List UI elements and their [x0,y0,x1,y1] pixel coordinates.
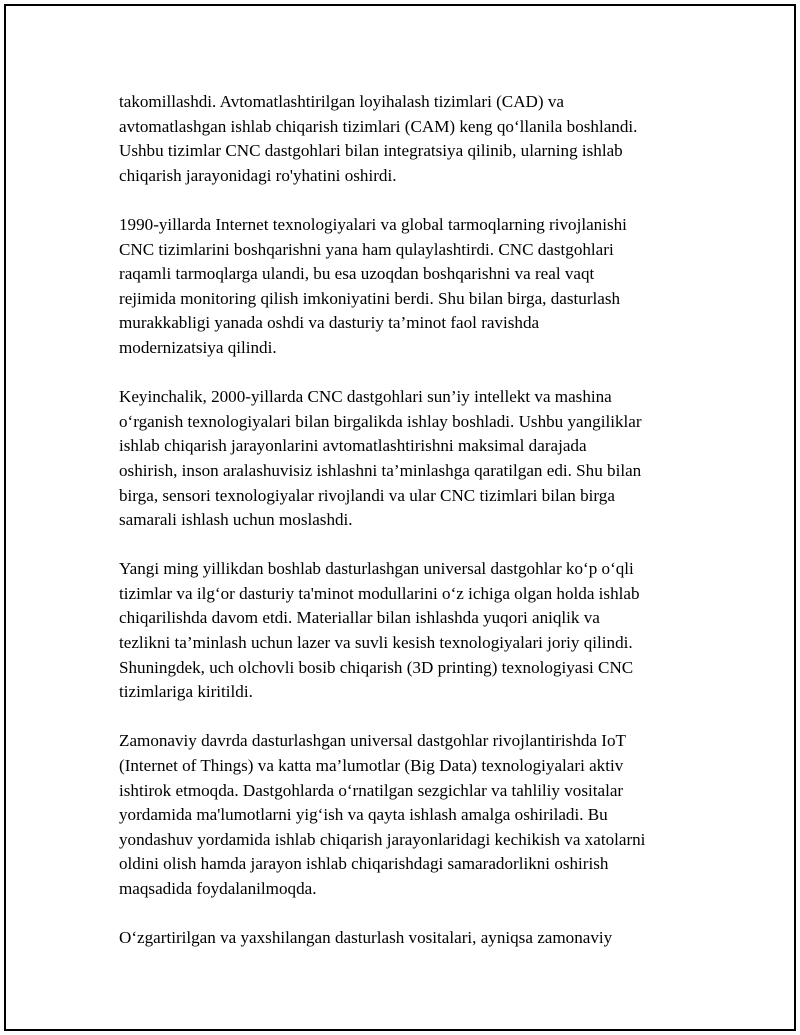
paragraph-3: Keyinchalik, 2000-yillarda CNC dastgohlari sun’iy intellekt va mashina o‘rganish texnologiyalari bilan birgalikda ishlay boshladi. Ushbu yangiliklar ishlab chiqarish jarayonlarini avtomatlashtirishni maksimal darajada oshirish, inson aralashuvisiz ishlashni ta’minlashga qaratilgan edi. Shu bilan birga, sensori texnologiyalar rivojlandi va ular CNC tizimlari bilan birga samarali ishlash uchun moslashdi. [119,387,642,530]
paragraph-1: takomillashdi. Avtomatlashtirilgan loyihalash tizimlari (CAD) va avtomatlashgan ishlab chiqarish tizimlari (CAM) keng qo‘llanila boshlandi. Ushbu tizimlar CNC dastgohlari bilan integratsiya qilinib, ularning ishlab chiqarish jarayonidagi ro'yhatini oshirdi. [119,92,638,185]
paragraph-2: 1990-yillarda Internet texnologiyalari va global tarmoqlarning rivojlanishi CNC tizimlarini boshqarishni yana ham qulaylashtirdi. CNC dastgohlari raqamli tarmoqlarga ulandi, bu esa uzoqdan boshqarishni va real vaqt rejimida monitoring qilish imkoniyatini berdi. Shu bilan birga, dasturlash murakkabligi yanada oshdi va dasturiy ta’minot faol ravishda modernizatsiya qilindi. [119,214,627,357]
paragraph-4: Yangi ming yillikdan boshlab dasturlashgan universal dastgohlar ko‘p o‘qli tizimlar va ilg‘or dasturiy ta'minot modullarini o‘z ichiga olgan holda ishlab chiqarilishda davom etdi. Materiallar bilan ishlashda yuqori aniqlik va tezlikni ta’minlash uchun lazer va suvli kesish texnologiyalari joriy qilindi. Shuningdek, uch olchovli bosib chiqarish (3D printing) texnologiyasi CNC tizimlariga kiritildi. [119,559,640,702]
paragraph-6: O‘zgartirilgan va yaxshilangan dasturlash vositalari, ayniqsa zamonaviy [119,928,613,948]
paragraph-5: Zamonaviy davrda dasturlashgan universal dastgohlar rivojlantirishda IoT (Internet of Things) va katta ma’lumotlar (Big Data) texnologiyalari aktiv ishtirok etmoqda. Dastgohlarda o‘rnatilgan sezgichlar va tahliliy vositalar yordamida ma'lumotlarni yig‘ish va qayta ishlash amalga oshiriladi. Bu yondashuv yordamida ishlab chiqarish jarayonlaridagi kechikish va xatolarni oldini olish hamda jarayon ishlab chiqarishdagi samaradorlikni oshirish maqsadida foydalanilmoqda. [119,731,646,898]
document-body [119,90,699,975]
